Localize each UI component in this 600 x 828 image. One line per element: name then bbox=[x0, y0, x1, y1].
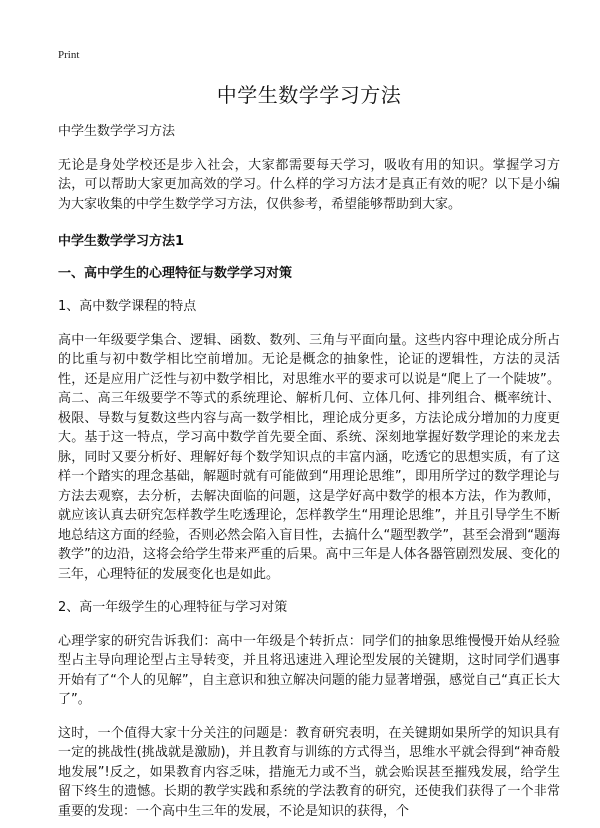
paragraph-2: 心理学家的研究告诉我们：高中一年级是个转折点：同学们的抽象思维慢慢开始从经验型占主导向理论型占主导转变，并且将迅速进入理论型发展的关键期，这时同学们遇事开始有了“个人的见解”，自主意识和独立解决问题的能力显著增强，感觉自己“真正长大了”。 bbox=[58, 633, 560, 707]
paragraph-3: 这时，一个值得大家十分关注的问题是：教育研究表明，在关键期如果所学的知识具有一定的挑战性(挑战就是激励)，并且教育与训练的方式得当，思维水平就会得到“神奇般地发展”!反之，如果教育内容乏味，措施无力或不当，就会贻误甚至摧残发展，给学生留下终生的遗憾。长期的教学实践和系统的学法教育的研究，还使我们获得了一个非常重要的发现：一个高中生三年的发展，不论是知识的获得，个 bbox=[58, 725, 560, 819]
document-title: 中学生数学学习方法 bbox=[216, 83, 402, 107]
print-link[interactable]: Print bbox=[58, 49, 80, 61]
intro-paragraph: 无论是身处学校还是步入社会，大家都需要每天学习，吸收有用的知识。掌握学习方法，可以帮助大家更加高效的学习。什么样的学习方法才是真正有效的呢？以下是小编为大家收集的中学生数学学习方法，仅供参考，希望能够帮助到大家。 bbox=[58, 157, 560, 212]
document-subtitle: 中学生数学学习方法 bbox=[58, 124, 176, 139]
paragraph-1: 高中一年级要学集合、逻辑、函数、数列、三角与平面向量。这些内容中理论成分所占的比重与初中数学相比空前增加。无论是概念的抽象性，论证的逻辑性，方法的灵活性，还是应用广泛性与初中数学相比，对思维水平的要求可以说是“爬上了一个陡坡”。高二、高三年级要学不等式的系统理论、解析几何、立体几何、排列组合、概率统计、极限、导数与复数这些内容与高一数学相比，理论成分更多，方法论成分增加的力度更大。基于这一特点，学习高中数学首先要全面、系统、深刻地掌握好数学理论的来龙去脉，同时又要分析好、理解好每个数学知识点的丰富内涵，吃透它的思想实质，有了这样一个踏实的理念基础，解题时就有可能做到“用理论思维”，即用所学过的数学理论与方法去观察，去分析，去解决面临的问题，这是学好高中数学的根本方法，作为教师，就应该认真去研究怎样教学生吃透理论，怎样教学生“用理论思维”，并且引导学生不断地总结这方面的经验，否则必然会陷入盲目性，去搞什么“题型教学”，甚至会滑到“题海教学”的边沿，这将会给学生带来严重的后果。高中三年是人体各器管剧烈发展、变化的三年，心理特征的发展变化也是如此。 bbox=[58, 332, 560, 582]
sub-heading-2: 2、高一年级学生的心理特征与学习对策 bbox=[58, 600, 288, 615]
section-heading: 中学生数学学习方法1 bbox=[58, 234, 185, 249]
sub-heading-1: 1、高中数学课程的特点 bbox=[58, 299, 197, 314]
part-heading: 一、高中学生的心理特征与数学学习对策 bbox=[58, 265, 293, 281]
